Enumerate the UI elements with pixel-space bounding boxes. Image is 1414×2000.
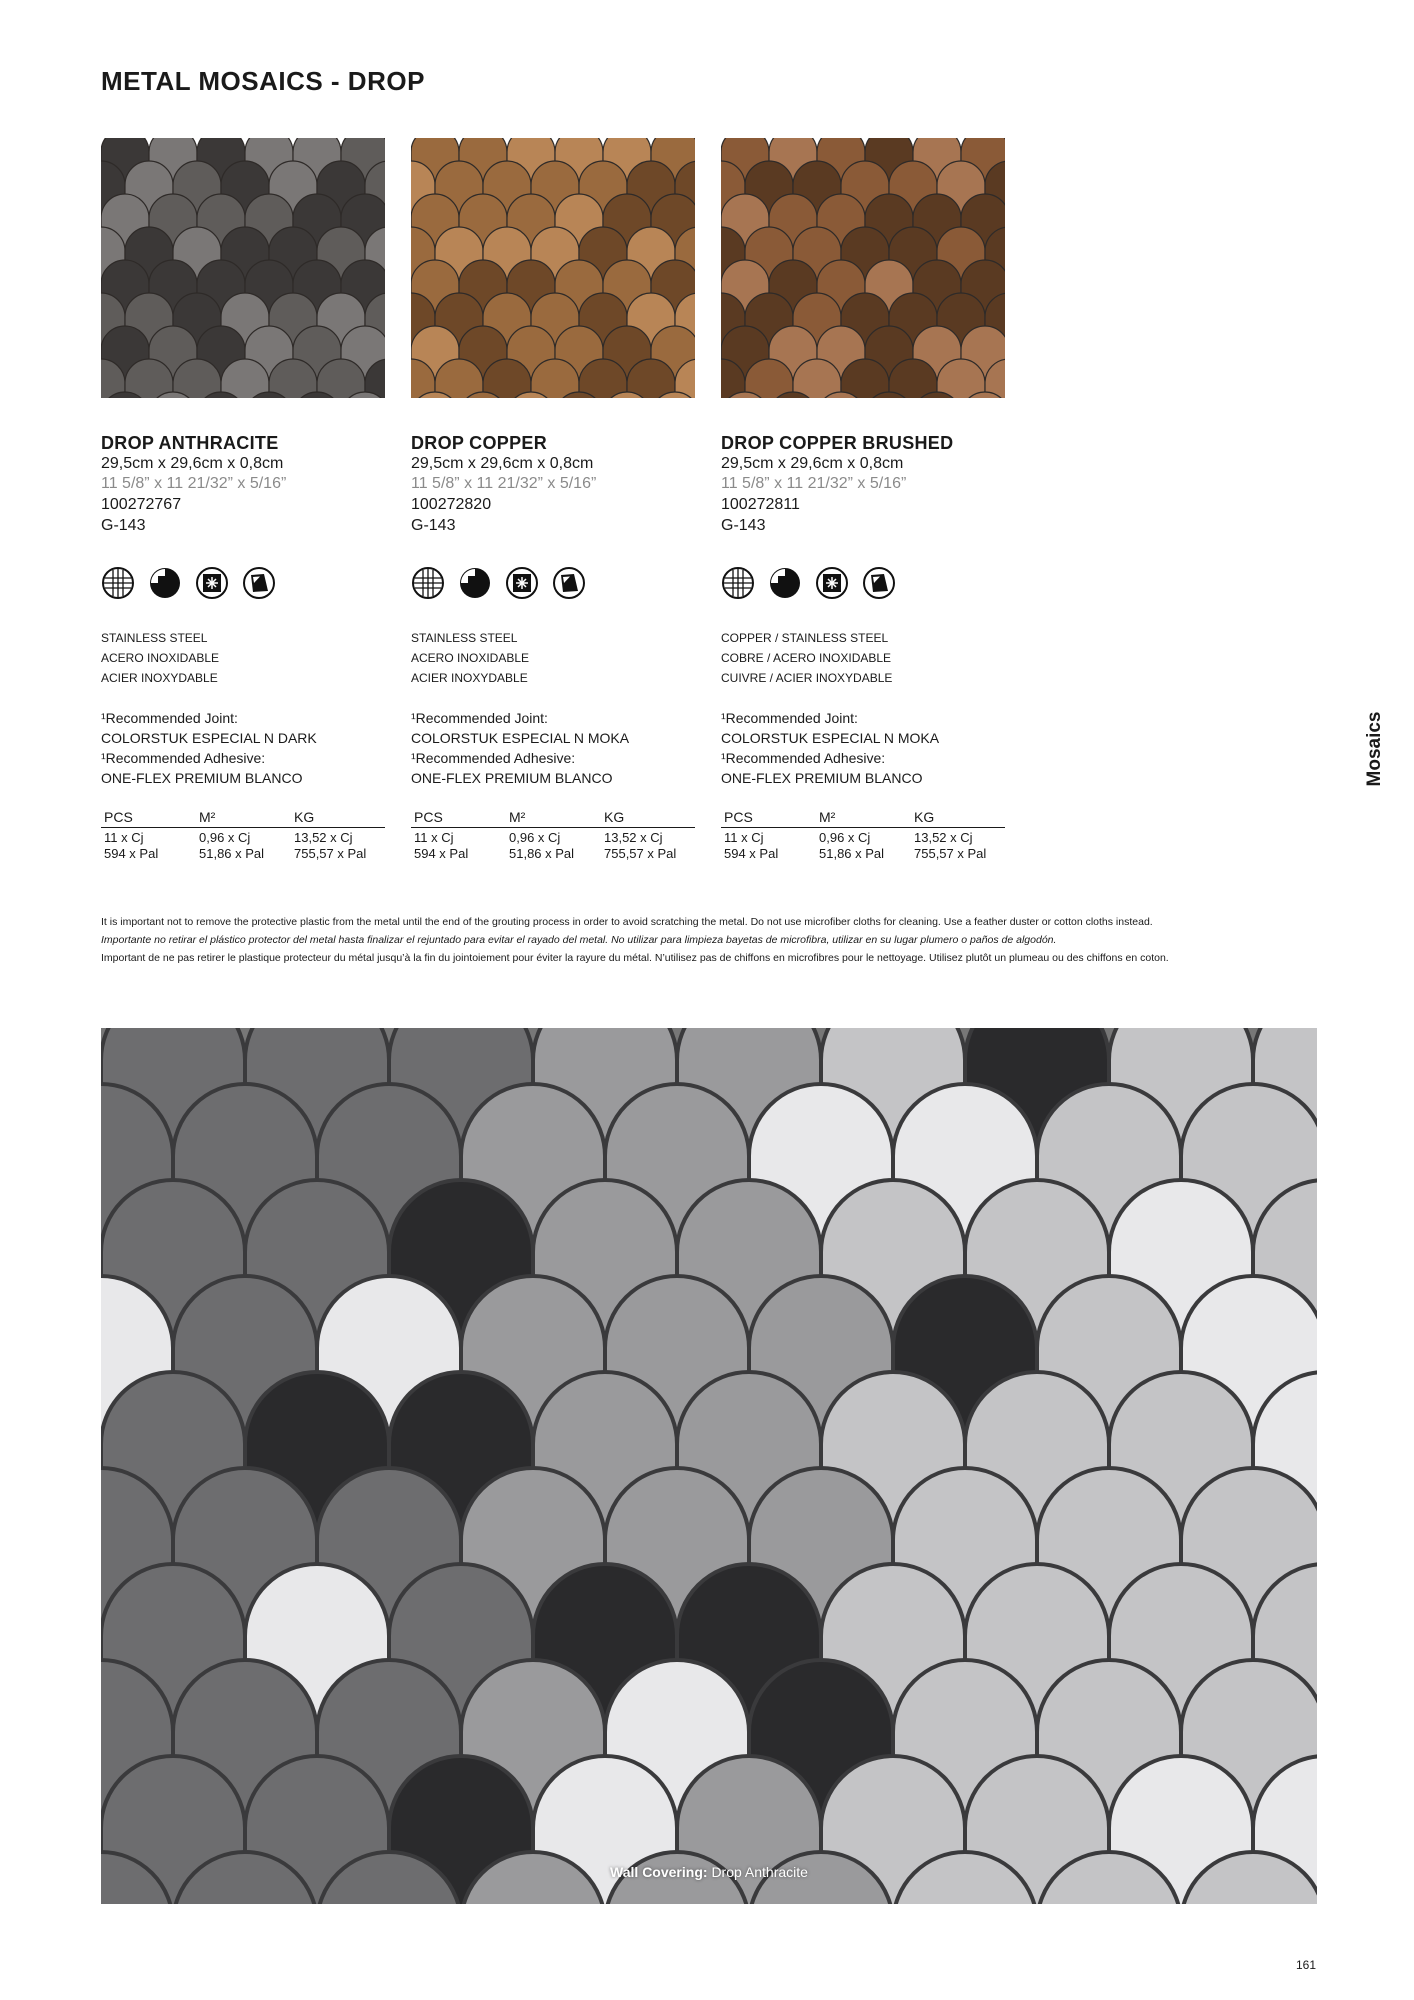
mesh-icon	[411, 566, 445, 600]
mesh-icon	[101, 566, 135, 600]
kg-per-box: 13,52 x Cj	[914, 830, 973, 845]
adhesive-value: ONE-FLEX PREMIUM BLANCO	[101, 770, 303, 786]
m2-per-box: 0,96 x Cj	[819, 830, 871, 845]
feature-icons	[101, 566, 385, 600]
header-m2: M²	[819, 809, 836, 825]
frost-icon	[505, 566, 539, 600]
pcs-per-pallet: 594 x Pal	[414, 846, 469, 861]
shine-icon	[242, 566, 276, 600]
material-line: STAINLESS STEEL	[411, 631, 518, 645]
product-swatch-image	[101, 138, 385, 398]
header-pcs: PCS	[724, 809, 753, 825]
joint-label: ¹Recommended Joint:	[101, 710, 238, 726]
joint-value: COLORSTUK ESPECIAL N MOKA	[411, 730, 630, 746]
table-row	[411, 846, 695, 862]
product-card-drop-copper	[411, 138, 695, 862]
frost-icon	[815, 566, 849, 600]
wall-mosaic-image	[101, 1028, 1317, 1904]
care-note-en: It is important not to remove the protective plastic from the metal until the end of the grouting process in order to avoid scratching the metal. Do not use microfiber cloths for cleaning. Use a feather duster or cotton cloths instead.	[101, 916, 1153, 928]
table-row	[721, 846, 1005, 862]
material-line: COBRE / ACERO INOXIDABLE	[721, 651, 892, 665]
dimensions-metric: 29,5cm x 29,6cm x 0,8cm	[721, 455, 904, 472]
wall-use-icon	[768, 566, 802, 600]
material-line: CUIVRE / ACIER INOXYDABLE	[721, 671, 893, 685]
dimensions-metric: 29,5cm x 29,6cm x 0,8cm	[101, 455, 284, 472]
page-number: 161	[1296, 1958, 1317, 1972]
packaging-table	[721, 808, 1005, 862]
product-group: G-143	[721, 517, 766, 534]
wall-use-icon	[458, 566, 492, 600]
section-side-label: Mosaics	[1364, 711, 1385, 787]
packaging-table	[101, 808, 385, 862]
material-line: ACIER INOXYDABLE	[101, 671, 218, 685]
material-line: COPPER / STAINLESS STEEL	[721, 631, 889, 645]
adhesive-label: ¹Recommended Adhesive:	[411, 750, 576, 766]
care-note-fr: Important de ne pas retirer le plastique protecteur du métal jusqu’à la fin du jointoiement pour éviter la rayure du métal. N’utilisez pas de chiffons en microfibres pour le nettoyage. Utilisez plutôt un plumeau ou des chiffons en coton.	[101, 952, 1169, 964]
product-name: DROP ANTHRACITE	[101, 433, 279, 453]
material-line: ACERO INOXIDABLE	[101, 651, 220, 665]
material-line: ACIER INOXYDABLE	[411, 671, 528, 685]
adhesive-value: ONE-FLEX PREMIUM BLANCO	[411, 770, 613, 786]
pcs-per-box: 11 x Cj	[104, 830, 144, 845]
pcs-per-box: 11 x Cj	[724, 830, 764, 845]
pcs-per-pallet: 594 x Pal	[104, 846, 159, 861]
product-name: DROP COPPER BRUSHED	[721, 433, 954, 453]
m2-per-pallet: 51,86 x Pal	[509, 846, 575, 861]
kg-per-box: 13,52 x Cj	[294, 830, 353, 845]
materials-list	[101, 628, 385, 688]
product-code: 100272820	[411, 496, 492, 513]
table-row	[101, 846, 385, 862]
m2-per-box: 0,96 x Cj	[509, 830, 561, 845]
photo-caption	[101, 1864, 1317, 1880]
adhesive-value: ONE-FLEX PREMIUM BLANCO	[721, 770, 923, 786]
table-row	[411, 830, 695, 846]
m2-per-pallet: 51,86 x Pal	[199, 846, 265, 861]
joint-label: ¹Recommended Joint:	[411, 710, 548, 726]
header-m2: M²	[199, 809, 216, 825]
header-pcs: PCS	[104, 809, 133, 825]
joint-value: COLORSTUK ESPECIAL N DARK	[101, 730, 317, 746]
header-kg: KG	[294, 809, 315, 825]
header-kg: KG	[604, 809, 625, 825]
packaging-table-header	[411, 808, 695, 828]
m2-per-pallet: 51,86 x Pal	[819, 846, 885, 861]
recommendations	[411, 708, 695, 788]
product-group: G-143	[101, 517, 146, 534]
joint-label: ¹Recommended Joint:	[721, 710, 858, 726]
recommendations	[101, 708, 385, 788]
product-group: G-143	[411, 517, 456, 534]
packaging-table-header	[101, 808, 385, 828]
joint-value: COLORSTUK ESPECIAL N MOKA	[721, 730, 940, 746]
table-row	[101, 830, 385, 846]
product-code: 100272811	[721, 496, 800, 513]
feature-icons	[411, 566, 695, 600]
product-card-drop-copper-brushed	[721, 138, 1005, 862]
adhesive-label: ¹Recommended Adhesive:	[101, 750, 266, 766]
adhesive-label: ¹Recommended Adhesive:	[721, 750, 886, 766]
feature-icons	[721, 566, 1005, 600]
caption-value: Drop Anthracite	[711, 1864, 808, 1880]
product-card-drop-anthracite	[101, 138, 385, 862]
pcs-per-box: 11 x Cj	[414, 830, 454, 845]
packaging-table-header	[721, 808, 1005, 828]
header-kg: KG	[914, 809, 935, 825]
kg-per-pallet: 755,57 x Pal	[604, 846, 677, 861]
header-m2: M²	[509, 809, 526, 825]
kg-per-pallet: 755,57 x Pal	[914, 846, 987, 861]
table-row	[721, 830, 1005, 846]
m2-per-box: 0,96 x Cj	[199, 830, 251, 845]
page-title: METAL MOSAICS - DROP	[101, 66, 425, 96]
shine-icon	[552, 566, 586, 600]
recommendations	[721, 708, 1005, 788]
mesh-icon	[721, 566, 755, 600]
shine-icon	[862, 566, 896, 600]
kg-per-box: 13,52 x Cj	[604, 830, 663, 845]
dimensions-metric: 29,5cm x 29,6cm x 0,8cm	[411, 455, 594, 472]
material-line: ACERO INOXIDABLE	[411, 651, 530, 665]
dimensions-imperial: 11 5/8” x 11 21/32” x 5/16”	[721, 475, 907, 492]
dimensions-imperial: 11 5/8” x 11 21/32” x 5/16”	[411, 475, 597, 492]
materials-list	[721, 628, 1005, 688]
caption-label: Wall Covering:	[610, 1864, 708, 1880]
installation-photo	[101, 1028, 1317, 1904]
wall-use-icon	[148, 566, 182, 600]
kg-per-pallet: 755,57 x Pal	[294, 846, 367, 861]
header-pcs: PCS	[414, 809, 443, 825]
product-swatch-image	[411, 138, 695, 398]
dimensions-imperial: 11 5/8” x 11 21/32” x 5/16”	[101, 475, 287, 492]
material-line: STAINLESS STEEL	[101, 631, 208, 645]
packaging-table	[411, 808, 695, 862]
pcs-per-pallet: 594 x Pal	[724, 846, 779, 861]
product-code: 100272767	[101, 496, 182, 513]
materials-list	[411, 628, 695, 688]
product-swatch-image	[721, 138, 1005, 398]
product-name: DROP COPPER	[411, 433, 547, 453]
care-notes	[101, 913, 1321, 967]
care-note-es: Importante no retirar el plástico protector del metal hasta finalizar el rejuntado para evitar el rayado del metal. No utilizar para limpieza bayetas de microfibra, utilizar en su lugar plumero o paños de algodón.	[101, 934, 1057, 946]
frost-icon	[195, 566, 229, 600]
